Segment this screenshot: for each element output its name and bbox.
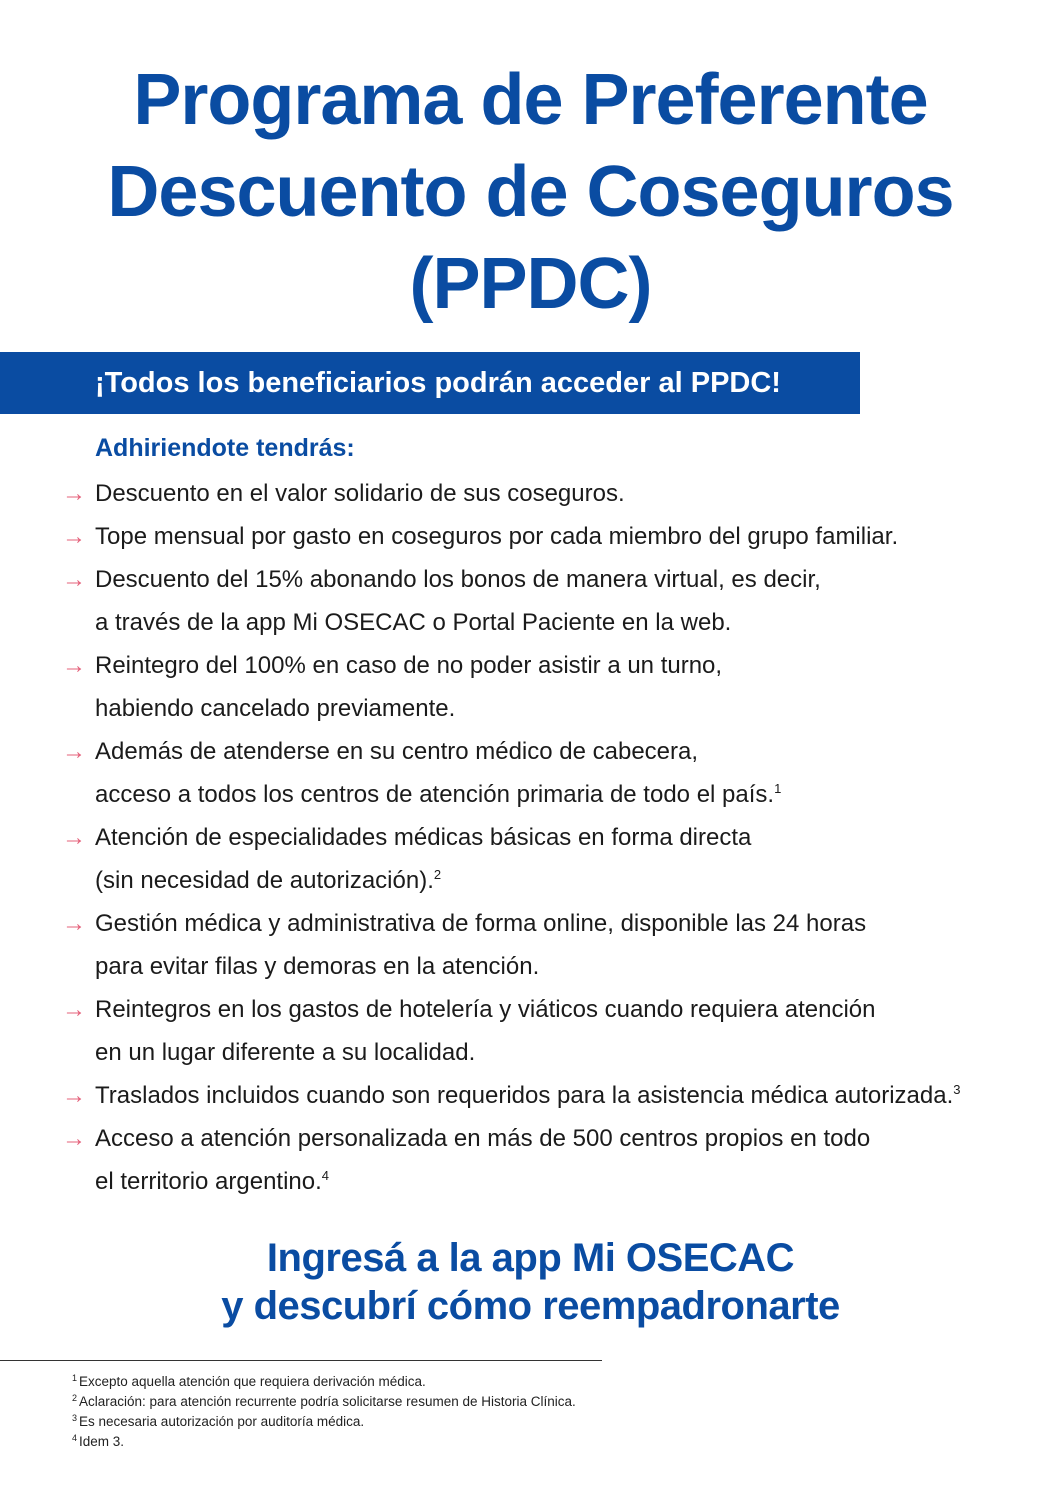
arrow-right-icon: → [62,566,86,593]
title-line-2: Descuento de Coseguros [107,152,954,232]
list-item [0,644,1061,730]
footnote-ref: 4 [321,1168,330,1183]
list-item-line [95,730,1061,773]
list-item [0,515,1061,558]
arrow-right-icon: → [62,652,86,679]
list-item [0,902,1061,988]
footnote-text: Es necesaria autorización por auditoría médica. [79,1414,365,1429]
list-item-text: a través de la app Mi OSECAC o Portal Paciente en la web. [95,609,732,636]
list-item-text: para evitar filas y demoras en la atención. [95,953,540,980]
footnote-text: Idem 3. [79,1434,125,1449]
list-item-line [95,1031,1061,1074]
footnote-text: Aclaración: para atención recurrente podría solicitarse resumen de Historia Clínica. [79,1394,576,1409]
page-title [0,54,1061,330]
list-item-text: Gestión médica y administrativa de forma online, disponible las 24 horas [95,910,867,937]
cta-line-2: y descubrí cómo reempadronarte [221,1284,840,1328]
footnote-number: 4 [72,1432,78,1443]
footnotes [72,1372,576,1452]
arrow-right-icon: → [62,824,86,851]
list-item-text: Reintegro del 100% en caso de no poder asistir a un turno, [95,652,723,679]
arrow-right-icon: → [62,738,86,765]
list-item-text: Traslados incluidos cuando son requeridos para la asistencia médica autorizada. [95,1082,954,1109]
footnote-ref: 3 [953,1082,961,1097]
list-item-line [95,515,1061,558]
list-item-line [95,816,1061,859]
arrow-right-icon: → [62,910,86,937]
list-item-line [95,644,1061,687]
list-item-text: Atención de especialidades médicas básicas en forma directa [95,824,752,851]
subheading: Adhiriendote tendrás: [95,434,355,462]
list-item-text: Descuento en el valor solidario de sus coseguros. [95,480,625,507]
footnote [72,1412,576,1432]
list-item-text: Además de atenderse en su centro médico de cabecera, [95,738,699,765]
list-item-line [95,773,1061,816]
list-item-line [95,1074,1061,1117]
list-item-text: Reintegros en los gastos de hotelería y viáticos cuando requiera atención [95,996,876,1023]
list-item-text: en un lugar diferente a su localidad. [95,1039,476,1066]
arrow-right-icon: → [62,480,86,507]
list-item [0,558,1061,644]
footnote [72,1372,576,1392]
title-line-1: Programa de Preferente [133,60,928,140]
arrow-right-icon: → [62,1082,86,1109]
list-item [0,1117,1061,1203]
list-item-line [95,1160,1061,1203]
arrow-right-icon: → [62,996,86,1023]
benefits-list [0,472,1061,1203]
list-item-text: Acceso a atención personalizada en más de 500 centros propios en todo [95,1125,871,1152]
arrow-right-icon: → [62,1125,86,1152]
call-to-action [0,1234,1061,1330]
list-item-line [95,902,1061,945]
list-item-text: acceso a todos los centros de atención primaria de todo el país. [95,781,775,808]
list-item-text: Descuento del 15% abonando los bonos de manera virtual, es decir, [95,566,821,593]
list-item-text: (sin necesidad de autorización). [95,867,434,894]
list-item-line [95,1117,1061,1160]
footnote-number: 2 [72,1392,78,1403]
cta-line-1: Ingresá a la app Mi OSECAC [266,1236,795,1280]
footnote-ref: 2 [433,867,442,882]
list-item [0,988,1061,1074]
title-line-3: (PPDC) [409,244,652,324]
footnote-number: 1 [72,1372,78,1383]
list-item-text: habiendo cancelado previamente. [95,695,456,722]
list-item-line [95,859,1061,902]
list-item-text: Tope mensual por gasto en coseguros por cada miembro del grupo familiar. [95,523,899,550]
list-item [0,730,1061,816]
list-item-line [95,988,1061,1031]
footnote-ref: 1 [774,781,782,796]
footnote-number: 3 [72,1412,78,1423]
list-item-text: el territorio argentino. [95,1168,322,1195]
arrow-right-icon: → [62,523,86,550]
footnote [72,1432,576,1452]
list-item-line [95,945,1061,988]
footnote-divider [0,1360,602,1361]
list-item-line [95,558,1061,601]
list-item-line [95,601,1061,644]
list-item-line [95,472,1061,515]
list-item-line [95,687,1061,730]
list-item [0,1074,1061,1117]
list-item [0,472,1061,515]
banner: ¡Todos los beneficiarios podrán acceder al PPDC! [0,352,860,414]
list-item [0,816,1061,902]
footnote-text: Excepto aquella atención que requiera derivación médica. [79,1374,426,1389]
footnote [72,1392,576,1412]
